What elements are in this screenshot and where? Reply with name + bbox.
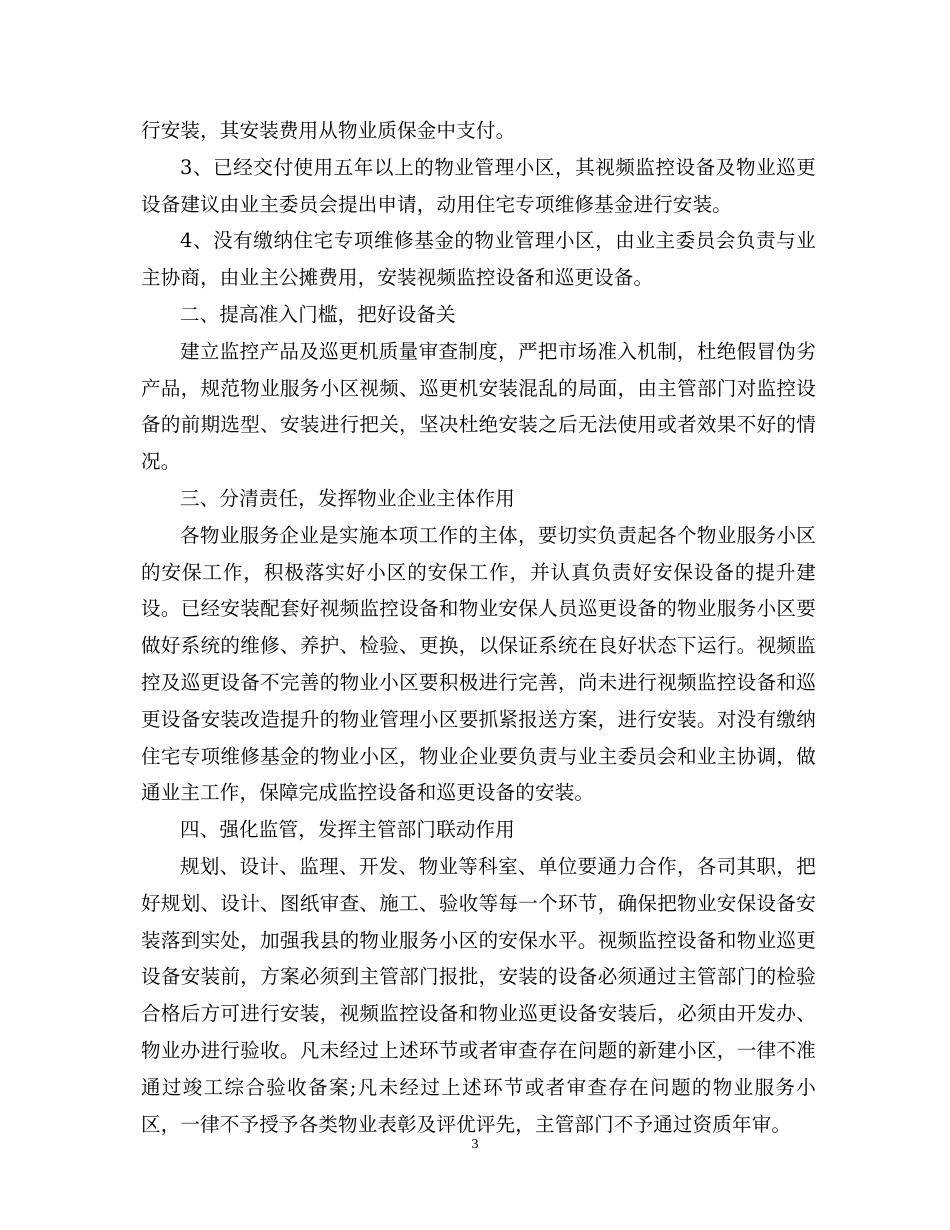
paragraph-section-4: 规划、设计、监理、开发、物业等科室、单位要通力合作，各司其职，把好规划、设计、图纸审查、施工、验收等每一个环节，确保把物业安保设备安装落到实处，加强我县的物业服务小区的安保水平。视频监控设备和物业巡更设备安装前，方案必须到主管部门报批，安装的设备必须通过主管部门的检验合格后方可进行安装，视频监控设备和物业巡更设备安装后，必须由开发办、物业办进行验收。凡未经过上述环节或者审查存在问题的新建小区，一律不准通过竣工综合验收备案;凡未经过上述环节或者审查存在问题的物业服务小区，一律不予授予各类物业表彰及评优评先，主管部门不予通过资质年审。	[141, 854, 816, 1136]
body-text	[141, 113, 816, 1143]
paragraph-item-4: 4、没有缴纳住宅专项维修基金的物业管理小区，由业主委员会负责与业主协商，由业主公摊费用，安装视频监控设备和巡更设备。	[141, 229, 816, 290]
paragraph-section-3: 各物业服务企业是实施本项工作的主体，要切实负责起各个物业服务小区的安保工作，积极落实好小区的安保工作，并认真负责好安保设备的提升建设。已经安装配套好视频监控设备和物业安保人员巡更设备的物业服务小区要做好系统的维修、养护、检验、更换，以保证系统在良好状态下运行。视频监控及巡更设备不完善的物业小区要积极进行完善，尚未进行视频监控设备和巡更设备安装改造提升的物业管理小区要抓紧报送方案，进行安装。对没有缴纳住宅专项维修基金的物业小区，物业企业要负责与业主委员会和业主协调，做通业主工作，保障完成监控设备和巡更设备的安装。	[141, 523, 816, 805]
paragraph-continuation: 行安装，其安装费用从物业质保金中支付。	[141, 119, 516, 142]
section-heading-3: 三、分清责任，发挥物业企业主体作用	[180, 486, 515, 510]
page-number: 3	[471, 1137, 479, 1152]
section-heading-2: 二、提高准入门槛，把好设备关	[180, 302, 456, 326]
section-heading-4: 四、强化监管，发挥主管部门联动作用	[180, 818, 515, 842]
paragraph-item-3: 3、已经交付使用五年以上的物业管理小区，其视频监控设备及物业巡更设备建议由业主委员会提出申请，动用住宅专项维修基金进行安装。	[141, 155, 816, 216]
paragraph-section-2: 建立监控产品及巡更机质量审查制度，严把市场准入机制，杜绝假冒伪劣产品，规范物业服务小区视频、巡更机安装混乱的局面，由主管部门对监控设备的前期选型、安装进行把关，坚决杜绝安装之后无法使用或者效果不好的情况。	[141, 339, 816, 474]
